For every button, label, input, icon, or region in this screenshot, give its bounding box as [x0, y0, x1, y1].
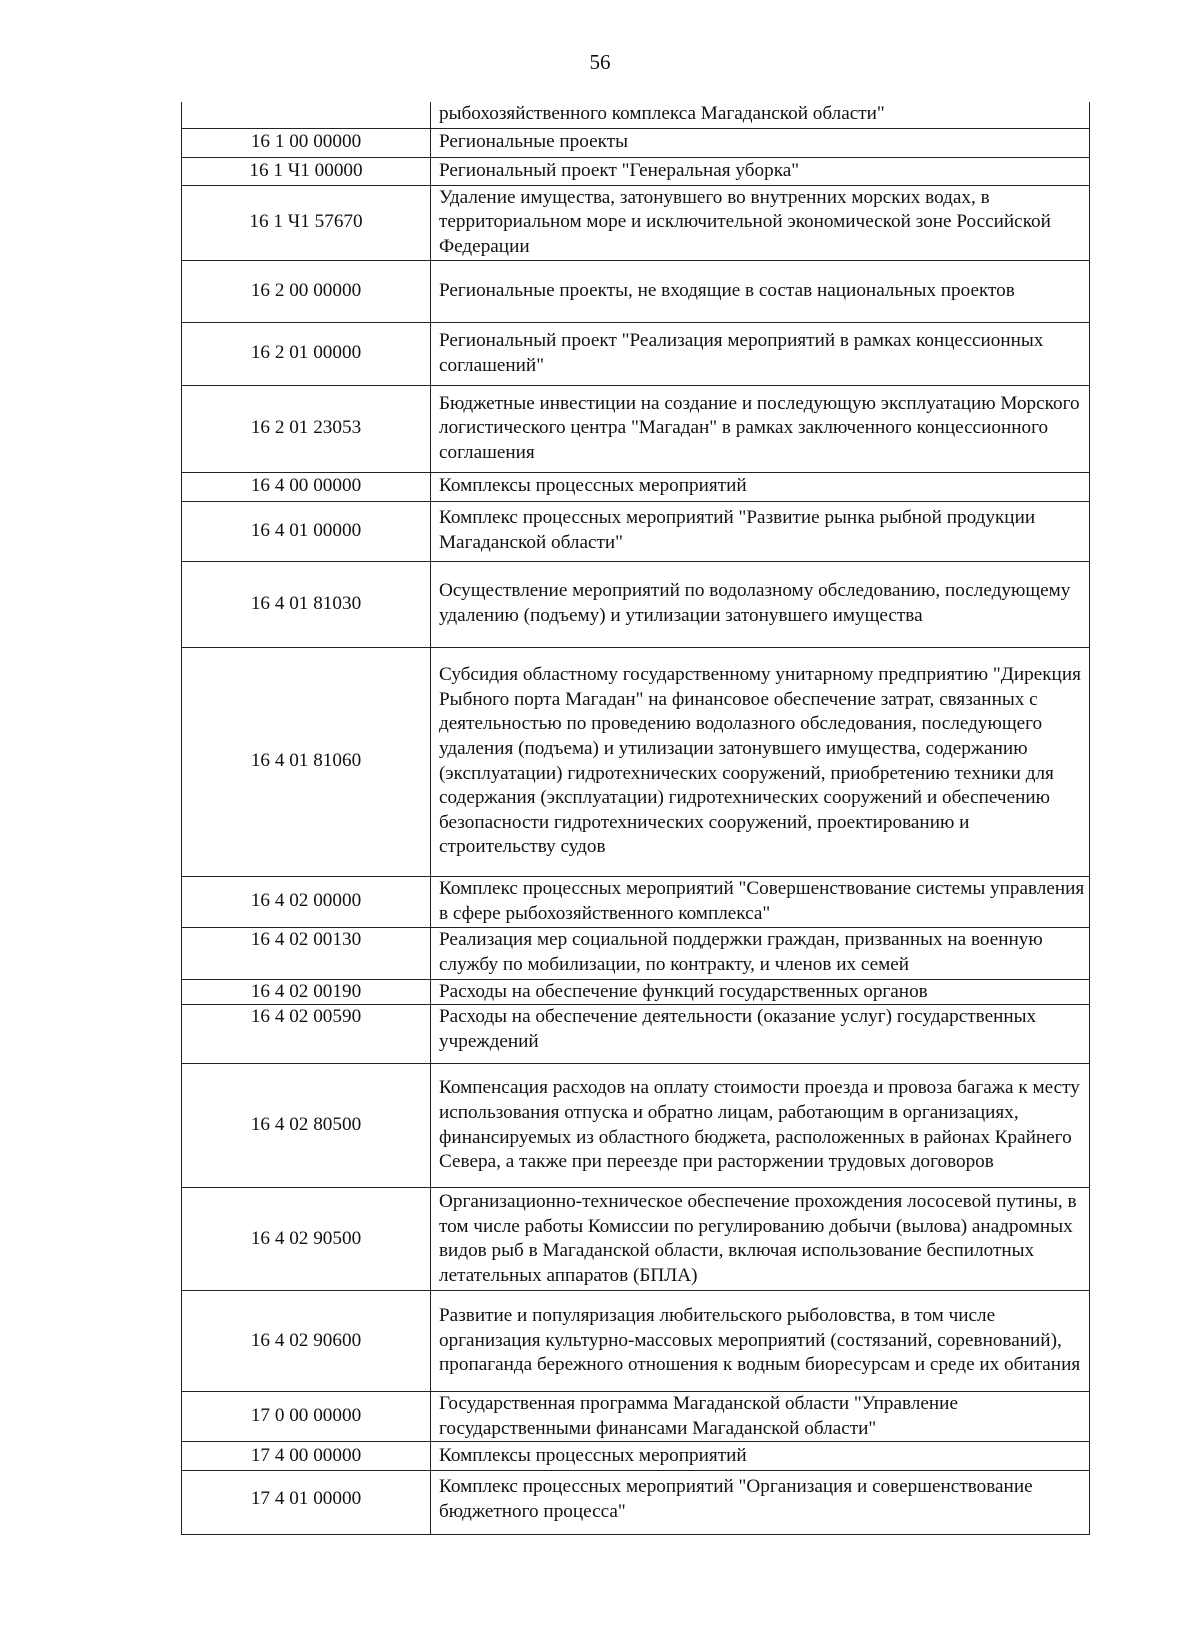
row-name: Компенсация расходов на оплату стоимости проезда и провоза багажа к месту использования отпуска и обратно лицам, работающим в организациях, финансируемых из областного бюджета, расположенных в районах Крайнего Севера, а также при переезде при расторжении трудовых договоров	[431, 1064, 1090, 1188]
table-row	[182, 647, 1090, 876]
table-row	[182, 1291, 1090, 1392]
row-code: 16 4 01 00000	[182, 501, 431, 561]
table-row	[182, 322, 1090, 385]
table-row	[182, 157, 1090, 185]
row-code: 16 2 00 00000	[182, 260, 431, 322]
table-row	[182, 1471, 1090, 1535]
row-name: Расходы на обеспечение деятельности (оказание услуг) государственных учреждений	[431, 1005, 1090, 1064]
row-name: Комплекс процессных мероприятий "Совершенствование системы управления в сфере рыбохозяйственного комплекса"	[431, 876, 1090, 927]
row-name: Региональные проекты, не входящие в состав национальных проектов	[431, 260, 1090, 322]
row-name: Субсидия областному государственному унитарному предприятию "Дирекция Рыбного порта Магадан" на финансовое обеспечение затрат, связанных с деятельностью по проведению водолазного обследования, последующего удаления (подъема) и утилизации затонувшего имущества, содержанию (эксплуатации) гидротехнических сооружений, приобретению техники для содержания (эксплуатации) гидротехнических сооружений и обеспечению безопасности гидротехнических сооружений, проектированию и строительству судов	[431, 647, 1090, 876]
row-name: Осуществление мероприятий по водолазному обследованию, последующему удалению (подъему) и утилизации затонувшего имущества	[431, 561, 1090, 647]
table-row	[182, 1392, 1090, 1442]
row-name: Удаление имущества, затонувшего во внутренних морских водах, в территориальном море и исключительной экономической зоне Российской Федерации	[431, 185, 1090, 260]
row-name: Комплекс процессных мероприятий "Организация и совершенствование бюджетного процесса"	[431, 1471, 1090, 1535]
row-name: Расходы на обеспечение функций государственных органов	[431, 979, 1090, 1005]
row-code: 16 4 00 00000	[182, 472, 431, 501]
row-code: 16 2 01 23053	[182, 385, 431, 472]
row-name: Комплекс процессных мероприятий "Развитие рынка рыбной продукции Магаданской области"	[431, 501, 1090, 561]
row-code: 16 4 02 00590	[182, 1005, 431, 1064]
row-code: 17 0 00 00000	[182, 1392, 431, 1442]
table-row	[182, 1005, 1090, 1064]
row-code: 16 1 00 00000	[182, 128, 431, 157]
row-name: Реализация мер социальной поддержки граждан, призванных на военную службу по мобилизации, по контракту, и членов их семей	[431, 927, 1090, 979]
row-code: 16 4 01 81060	[182, 647, 431, 876]
row-code	[182, 102, 431, 128]
row-name: Государственная программа Магаданской области "Управление государственными финансами Магаданской области"	[431, 1392, 1090, 1442]
row-code: 17 4 00 00000	[182, 1442, 431, 1471]
table-row	[182, 1442, 1090, 1471]
table-row	[182, 102, 1090, 128]
row-name: Организационно-техническое обеспечение прохождения лососевой путины, в том числе работы Комиссии по регулированию добычи (вылова) анадромных видов рыб в Магаданской области, включая использование беспилотных летательных аппаратов (БПЛА)	[431, 1188, 1090, 1291]
row-code: 16 4 02 00130	[182, 927, 431, 979]
table-row	[182, 501, 1090, 561]
table-row	[182, 260, 1090, 322]
row-code: 16 4 01 81030	[182, 561, 431, 647]
table-row	[182, 128, 1090, 157]
row-code: 16 1 Ч1 00000	[182, 157, 431, 185]
row-name: Бюджетные инвестиции на создание и последующую эксплуатацию Морского логистического центра "Магадан" в рамках заключенного концессионного соглашения	[431, 385, 1090, 472]
row-code: 16 4 02 00000	[182, 876, 431, 927]
row-name: Комплексы процессных мероприятий	[431, 472, 1090, 501]
row-code: 17 4 01 00000	[182, 1471, 431, 1535]
row-name: Региональные проекты	[431, 128, 1090, 157]
page-number: 56	[589, 50, 611, 74]
row-name: Региональный проект "Генеральная уборка"	[431, 157, 1090, 185]
table-row	[182, 472, 1090, 501]
budget-classification-table	[181, 102, 1090, 1535]
table-row	[182, 1064, 1090, 1188]
table-row	[182, 876, 1090, 927]
row-code: 16 2 01 00000	[182, 322, 431, 385]
table-row	[182, 185, 1090, 260]
row-code: 16 4 02 90500	[182, 1188, 431, 1291]
row-code: 16 4 02 90600	[182, 1291, 431, 1392]
row-name: Комплексы процессных мероприятий	[431, 1442, 1090, 1471]
row-code: 16 4 02 80500	[182, 1064, 431, 1188]
table-row	[182, 1188, 1090, 1291]
row-code: 16 4 02 00190	[182, 979, 431, 1005]
table-row	[182, 927, 1090, 979]
table-row	[182, 979, 1090, 1005]
row-name: рыбохозяйственного комплекса Магаданской области"	[431, 102, 1090, 128]
table-row	[182, 561, 1090, 647]
row-name: Региональный проект "Реализация мероприятий в рамках концессионных соглашений"	[431, 322, 1090, 385]
row-code: 16 1 Ч1 57670	[182, 185, 431, 260]
row-name: Развитие и популяризация любительского рыболовства, в том числе организация культурно-массовых мероприятий (состязаний, соревнований), пропаганда бережного отношения к водным биоресурсам и среде их обитания	[431, 1291, 1090, 1392]
table-row	[182, 385, 1090, 472]
